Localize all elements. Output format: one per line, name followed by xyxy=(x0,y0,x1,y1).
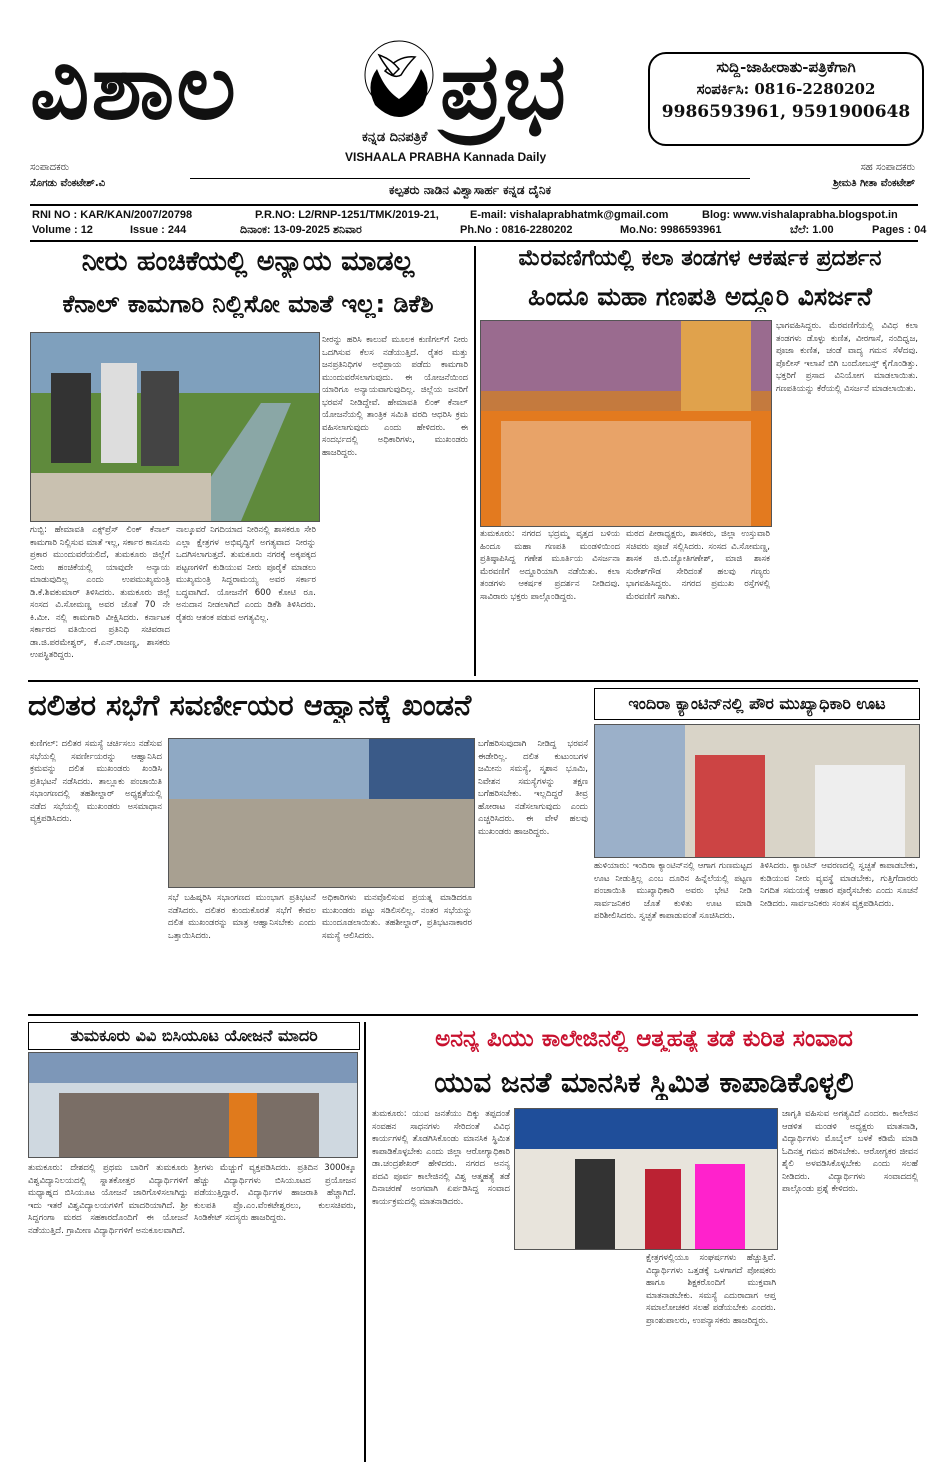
story1-headline1: ನೀರು ಹಂಚಿಕೆಯಲ್ಲಿ ಅನ್ಯಾಯ ಮಾಡಲ್ಲ xyxy=(81,246,415,277)
editor-block xyxy=(30,160,105,192)
story2-col2: ಮಠದ ಪೀಠಾಧ್ಯಕ್ಷರು, ಶಾಸಕರು, ಜಿಲ್ಲಾ ಉಸ್ತುವಾರಿ ಸಚಿವರು ಪೂಜೆ ಸಲ್ಲಿಸಿದರು. ಸಂಸದ ವಿ.ಸೋಮಣ್ಣ, ಶಾಸಕ ಜಿ.ಬಿ.ಜ್ಯೋತಿಗಣೇಶ್, ಮಾಜಿ ಶಾಸಕ ಸುರೇಶ್‌ಗೌಡ ಸೇರಿದಂತೆ ಹಲವು ಗಣ್ಯರು ಭಾಗವಹಿಸಿದ್ದರು. ನಗರದ ಪ್ರಮುಖ ರಸ್ತೆಗಳಲ್ಲಿ ಮೆರವಣಿಗೆ ಸಾಗಿತು. xyxy=(626,529,770,602)
tagline: ಕಲ್ಪತರು ನಾಡಿನ ವಿಶ್ವಾಸಾರ್ಹ ಕನ್ನಡ ದೈನಿಕ xyxy=(190,178,750,198)
story4-headline: ಇಂದಿರಾ ಕ್ಯಾಂಟಿನ್‌ನಲ್ಲಿ ಪೌರ ಮುಖ್ಯಾಧಿಕಾರಿ ಊಟ xyxy=(628,694,886,713)
story1-headline2: ಕೆನಾಲ್ ಕಾಮಗಾರಿ ನಿಲ್ಲಿಸೋ ಮಾತೆ ಇಲ್ಲ: ಡಿಕೆಶಿ xyxy=(62,290,434,318)
column-divider-2 xyxy=(364,1022,366,1462)
issue-date: ದಿನಾಂಕ: 13-09-2025 ಶನಿವಾರ xyxy=(240,224,362,236)
story2-col3: ಭಾಗವಹಿಸಿದ್ದರು. ಮೆರವಣಿಗೆಯಲ್ಲಿ ವಿವಿಧ ಕಲಾ ತಂಡಗಳು ಡೊಳ್ಳು ಕುಣಿತ, ವೀರಗಾಸೆ, ನಂದಿಧ್ವಜ, ಪೂಜಾ ಕುಣಿತ, ಚಂಡೆ ವಾದ್ಯ ಗಮನ ಸೆಳೆದವು. ಪೊಲೀಸ್ ಇಲಾಖೆ ಬಿಗಿ ಬಂದೋಬಸ್ತ್ ಕೈಗೊಂಡಿತ್ತು. ಭಕ್ತರಿಗೆ ಪ್ರಸಾದ ವಿನಿಯೋಗ ಮಾಡಲಾಯಿತು. ಗಣಪತಿಯನ್ನು ಕೆರೆಯಲ್ಲಿ ವಿಸರ್ಜನೆ ಮಾಡಲಾಯಿತು. xyxy=(776,321,918,394)
editor-role: ಸಂಪಾದಕರು xyxy=(30,162,70,173)
coeditor-block xyxy=(780,160,915,192)
info-bar xyxy=(30,204,927,242)
story4-col2: ತಿಳಿಸಿದರು. ಕ್ಯಾಂಟಿನ್ ಆವರಣದಲ್ಲಿ ಸ್ವಚ್ಛತೆ ಕಾಪಾಡಬೇಕು, ಕುಡಿಯುವ ನೀರು ವ್ಯವಸ್ಥೆ ಮಾಡಬೇಕು, ಗುತ್ತಿಗೆದಾರರು ನಿಗದಿತ ಸಮಯಕ್ಕೆ ಆಹಾರ ಪೂರೈಸಬೇಕು ಎಂದು ಸೂಚನೆ ನೀಡಿದರು. ಸಾರ್ವಜನಿಕರು ಸಂತಸ ವ್ಯಕ್ತಪಡಿಸಿದರು. xyxy=(760,861,918,909)
story6-col3: ಜಾಗೃತಿ ವಹಿಸುವ ಅಗತ್ಯವಿದೆ ಎಂದರು. ಕಾಲೇಜಿನ ಆಡಳಿತ ಮಂಡಳಿ ಅಧ್ಯಕ್ಷರು ಮಾತನಾಡಿ, ವಿದ್ಯಾರ್ಥಿಗಳು ಮೊಬೈಲ್ ಬಳಕೆ ಕಡಿಮೆ ಮಾಡಿ ಓದಿನತ್ತ ಗಮನ ಹರಿಸಬೇಕು. ಆರೋಗ್ಯಕರ ಜೀವನ ಶೈಲಿ ಅಳವಡಿಸಿಕೊಳ್ಳಬೇಕು ಎಂದು ಸಲಹೆ ನೀಡಿದರು. ವಿದ್ಯಾರ್ಥಿಗಳು ಸಂವಾದದಲ್ಲಿ ಪಾಲ್ಗೊಂಡು ಪ್ರಶ್ನೆ ಕೇಳಿದರು. xyxy=(782,1109,918,1194)
row-divider xyxy=(28,680,918,682)
story2-col1: ತುಮಕೂರು: ನಗರದ ಭದ್ರಮ್ಮ ವೃತ್ತದ ಬಳಿಯ ಹಿಂದೂ ಮಹಾ ಗಣಪತಿ ಮಂಡಳಿಯಿಂದ ಪ್ರತಿಷ್ಠಾಪಿಸಿದ್ದ ಗಣೇಶ ಮೂರ್ತಿಯ ವಿಸರ್ಜನಾ ಮೆರವಣಿಗೆ ಅದ್ದೂರಿಯಾಗಿ ನಡೆಯಿತು. ಕಲಾ ತಂಡಗಳು ಆಕರ್ಷಕ ಪ್ರದರ್ಶನ ನೀಡಿದವು. ಸಾವಿರಾರು ಭಕ್ತರು ಪಾಲ್ಗೊಂಡಿದ್ದರು. xyxy=(480,529,620,602)
coeditor-name: ಶ್ರೀಮತಿ ಗೀತಾ ವೆಂಕಟೇಶ್ xyxy=(832,178,915,189)
story6-col1: ತುಮಕೂರು: ಯುವ ಜನತೆಯು ದಿಕ್ಕು ತಪ್ಪದಂತೆ ಸಂವಹನ ಸಾಧನಗಳು ಸೇರಿದಂತೆ ವಿವಿಧ ಕಾರ್ಯಗಳಲ್ಲಿ ತೊಡಗಿಸಿಕೊಂಡು ಮಾನಸಿಕ ಸ್ಥಿಮಿತ ಕಾಪಾಡಿಕೊಳ್ಳಬೇಕು ಎಂದು ಜಿಲ್ಲಾ ಆರೋಗ್ಯಾಧಿಕಾರಿ ಡಾ.ಚಂದ್ರಶೇಖರ್ ಹೇಳಿದರು. ನಗರದ ಅನನ್ಯ ಪದವಿ ಪೂರ್ವ ಕಾಲೇಜಿನಲ್ಲಿ ವಿಶ್ವ ಆತ್ಮಹತ್ಯೆ ತಡೆ ದಿನಾಚರಣೆ ಅಂಗವಾಗಿ ಏರ್ಪಡಿಸಿದ್ದ ಸಂವಾದ ಕಾರ್ಯಕ್ರಮದಲ್ಲಿ ಮಾತನಾಡಿದರು. xyxy=(372,1109,510,1207)
pr-number: P.R.NO: L2/RNP-1251/TMK/2019-21, xyxy=(255,209,439,221)
story1-col3b xyxy=(322,524,468,674)
masthead-subtitle-english: VISHAALA PRABHA Kannada Daily xyxy=(345,150,547,164)
story3-photo xyxy=(168,738,475,888)
masthead-title-part2: ಪ್ರಭ xyxy=(440,32,566,140)
masthead-title-part1: ವಿಶಾಲ xyxy=(30,32,238,140)
story1-col2: ನಾಲ್ಕೂವರೆ ನಿಗದಿಯಾದ ನೀರಿನಲ್ಲಿ ಶಾಸಕರೂ ಸೇರಿ ಎಲ್ಲಾ ಕ್ಷೇತ್ರಗಳ ಅಭಿವೃದ್ಧಿಗೆ ಅಗತ್ಯವಾದ ನೀರನ್ನು ಒದಗಿಸಲಾಗುತ್ತದೆ. ತುಮಕೂರು ನಗರಕ್ಕೆ ಅಕ್ಕಪಕ್ಕದ ಪಟ್ಟಣಗಳಿಗೆ ಕುಡಿಯುವ ನೀರು ಪೂರೈಕೆ ಮಾಡಲು ಮುಖ್ಯಮಂತ್ರಿ ಸಿದ್ದರಾಮಯ್ಯ ಅವರ ಸರ್ಕಾರ ಬದ್ಧವಾಗಿದೆ. ಯೋಜನೆಗೆ 600 ಕೋಟಿ ರೂ. ಅನುದಾನ ನೀಡಲಾಗಿದೆ ಎಂದು ಡಿಕೆಶಿ ತಿಳಿಸಿದರು. ರೈತರು ಆತಂಕ ಪಡುವ ಅಗತ್ಯವಿಲ್ಲ. xyxy=(176,525,316,623)
coeditor-role: ಸಹ ಸಂಪಾದಕರು xyxy=(860,162,915,173)
email[interactable]: E-mail: vishalaprabhatmk@gmail.com xyxy=(470,209,669,221)
story5-col1: ತುಮಕೂರು: ದೇಶದಲ್ಲಿ ಪ್ರಥಮ ಬಾರಿಗೆ ತುಮಕೂರು ವಿಶ್ವವಿದ್ಯಾನಿಲಯದಲ್ಲಿ ಸ್ನಾತಕೋತ್ತರ ವಿದ್ಯಾರ್ಥಿಗಳಿಗೆ ಮಧ್ಯಾಹ್ನದ ಬಿಸಿಯೂಟ ಯೋಜನೆ ಜಾರಿಗೊಳಿಸಲಾಗಿದ್ದು ಇದು ಇತರೆ ವಿಶ್ವವಿದ್ಯಾಲಯಗಳಿಗೆ ಮಾದರಿಯಾಗಿದೆ. ಶ್ರೀ ಸಿದ್ದಗಂಗಾ ಮಠದ ಸಹಕಾರದೊಂದಿಗೆ ಈ ಯೋಜನೆ ನಡೆಯುತ್ತಿದೆ. ಗ್ರಾಮೀಣ ವಿದ್ಯಾರ್ಥಿಗಳಿಗೆ ಅನುಕೂಲವಾಗಿದೆ. xyxy=(28,1163,188,1236)
dove-logo-icon xyxy=(355,35,443,135)
price: ಬೆಲೆ: 1.00 xyxy=(790,224,834,236)
story6-col2a xyxy=(514,1252,640,1460)
contact-line2: ಸಂಪರ್ಕಿಸಿ: 0816-2280202 xyxy=(696,80,876,98)
phone: Ph.No : 0816-2280202 xyxy=(460,224,573,236)
story6-headline1: ಅನನ್ಯ ಪಿಯು ಕಾಲೇಜಿನಲ್ಲಿ ಆತ್ಮಹತ್ಯೆ ತಡೆ ಕುರಿತ ಸಂವಾದ xyxy=(435,1026,853,1052)
story5-headline: ತುಮಕೂರು ವಿವಿ ಬಿಸಿಯೂಟ ಯೋಜನೆ ಮಾದರಿ xyxy=(70,1026,318,1045)
story2-photo xyxy=(480,320,772,527)
story3-col1: ಕುಣಿಗಲ್: ದಲಿತರ ಸಮಸ್ಯೆ ಚರ್ಚಿಸಲು ನಡೆಸುವ ಸಭೆಯಲ್ಲಿ ಸವರ್ಣೀಯರನ್ನು ಆಹ್ವಾನಿಸಿದ ಕ್ರಮವನ್ನು ದಲಿತ ಮುಖಂಡರು ಖಂಡಿಸಿ ಪ್ರತಿಭಟನೆ ನಡೆಸಿದರು. ತಾಲ್ಲೂಕು ಪಂಚಾಯಿತಿ ಸಭಾಂಗಣದಲ್ಲಿ ತಹಶೀಲ್ದಾರ್ ಅಧ್ಯಕ್ಷತೆಯಲ್ಲಿ ನಡೆದ ಸಭೆಯಲ್ಲಿ ಮುಖಂಡರು ಅಸಮಾಧಾನ ವ್ಯಕ್ತಪಡಿಸಿದರು. xyxy=(30,739,162,824)
story1-photo xyxy=(30,332,320,522)
story4-headline-box xyxy=(594,688,920,720)
story5-col2: ಶ್ರೀಗಳು ಮೆಚ್ಚುಗೆ ವ್ಯಕ್ತಪಡಿಸಿದರು. ಪ್ರತಿದಿನ 3000ಕ್ಕೂ ಹೆಚ್ಚು ವಿದ್ಯಾರ್ಥಿಗಳು ಬಿಸಿಯೂಟದ ಪ್ರಯೋಜನ ಪಡೆಯುತ್ತಿದ್ದಾರೆ. ವಿದ್ಯಾರ್ಥಿಗಳ ಹಾಜರಾತಿ ಹೆಚ್ಚಾಗಿದೆ. ಕುಲಪತಿ ಪ್ರೊ.ಎಂ.ವೆಂಕಟೇಶ್ವರಲು, ಕುಲಸಚಿವರು, ಸಿಂಡಿಕೇಟ್ ಸದಸ್ಯರು ಹಾಜರಿದ್ದರು. xyxy=(194,1163,356,1223)
contact-box xyxy=(648,52,924,146)
story6-headline2: ಯುವ ಜನತೆ ಮಾನಸಿಕ ಸ್ಥಿಮಿತ ಕಾಪಾಡಿಕೊಳ್ಳಲಿ xyxy=(434,1066,854,1099)
volume: Volume : 12 xyxy=(32,224,93,236)
story3-headline: ದಲಿತರ ಸಭೆಗೆ ಸವರ್ಣೀಯರ ಆಹ್ವಾನಕ್ಕೆ ಖಂಡನೆ xyxy=(28,688,472,722)
story3-col3: ಅಧಿಕಾರಿಗಳು ಮನವೊಲಿಸುವ ಪ್ರಯತ್ನ ಮಾಡಿದರೂ ಮುಖಂಡರು ಪಟ್ಟು ಸಡಿಲಿಸಲಿಲ್ಲ. ನಂತರ ಸಭೆಯನ್ನು ಮುಂದೂಡಲಾಯಿತು. ತಹಶೀಲ್ದಾರ್, ಪ್ರತಿಭಟನಾಕಾರರ ಸಮಸ್ಯೆ ಆಲಿಸಿದರು. xyxy=(322,893,472,941)
masthead-subtitle-kannada: ಕನ್ನಡ ದಿನಪತ್ರಿಕೆ xyxy=(362,130,428,145)
story6-col2: ಕ್ಷೇತ್ರಗಳಲ್ಲಿಯೂ ಸಂಘರ್ಷಗಳು ಹೆಚ್ಚುತ್ತಿವೆ. ವಿದ್ಯಾರ್ಥಿಗಳು ಒತ್ತಡಕ್ಕೆ ಒಳಗಾಗದೆ ಪೋಷಕರು ಹಾಗೂ ಶಿಕ್ಷಕರೊಂದಿಗೆ ಮುಕ್ತವಾಗಿ ಮಾತನಾಡಬೇಕು. ಸಮಸ್ಯೆ ಎದುರಾದಾಗ ಆಪ್ತ ಸಮಾಲೋಚಕರ ಸಲಹೆ ಪಡೆಯಬೇಕು ಎಂದರು. ಪ್ರಾಂಶುಪಾಲರು, ಉಪನ್ಯಾಸಕರು ಹಾಜರಿದ್ದರು. xyxy=(646,1253,776,1326)
editor-name: ಸೊಗಡು ವೆಂಕಟೇಶ್.ವಿ xyxy=(30,178,106,189)
story2-headline2: ಹಿಂದೂ ಮಹಾ ಗಣಪತಿ ಅದ್ದೂರಿ ವಿಸರ್ಜನೆ xyxy=(528,282,872,311)
blog[interactable]: Blog: www.vishalaprabha.blogspot.in xyxy=(702,209,898,221)
story5-photo xyxy=(28,1052,358,1158)
story2-headline1: ಮೆರವಣಿಗೆಯಲ್ಲಿ ಕಲಾ ತಂಡಗಳ ಆಕರ್ಷಕ ಪ್ರದರ್ಶನ xyxy=(518,246,882,271)
story4-photo xyxy=(594,724,920,858)
pages: Pages : 04 xyxy=(872,224,927,236)
story3-col2: ಸಭೆ ಬಹಿಷ್ಕರಿಸಿ ಸಭಾಂಗಣದ ಮುಂಭಾಗ ಪ್ರತಿಭಟನೆ ನಡೆಸಿದರು. ದಲಿತರ ಕುಂದುಕೊರತೆ ಸಭೆಗೆ ಕೇವಲ ದಲಿತ ಮುಖಂಡರನ್ನು ಮಾತ್ರ ಆಹ್ವಾನಿಸಬೇಕು ಎಂದು ಒತ್ತಾಯಿಸಿದರು. xyxy=(168,893,316,941)
contact-line1: ಸುದ್ದಿ-ಜಾಹೀರಾತು-ಪತ್ರಿಕೆಗಾಗಿ xyxy=(716,58,856,76)
story6-photo xyxy=(514,1108,778,1250)
story1-col3: ನೀರನ್ನು ಹರಿಸಿ ಕಾಲುವೆ ಮೂಲಕ ಕುಣಿಗಲ್‌ಗೆ ನೀರು ಒದಗಿಸುವ ಕೆಲಸ ನಡೆಯುತ್ತಿದೆ. ರೈತರ ಮತ್ತು ಜನಪ್ರತಿನಿಧಿಗಳ ಅಭಿಪ್ರಾಯ ಪಡೆದು ಕಾಮಗಾರಿ ಮುಂದುವರೆಸಲಾಗುವುದು. ಈ ಯೋಜನೆಯಿಂದ ಯಾರಿಗೂ ಅನ್ಯಾಯವಾಗುವುದಿಲ್ಲ. ಜಿಲ್ಲೆಯ ಜನರಿಗೆ ಭರವಸೆ ನೀಡಿದ್ದೇವೆ. ಹೇಮಾವತಿ ಲಿಂಕ್ ಕೆನಾಲ್ ಯೋಜನೆಯಲ್ಲಿ ತಾಂತ್ರಿಕ ಸಮಿತಿ ವರದಿ ಆಧರಿಸಿ ಕ್ರಮ ವಹಿಸಲಾಗುವುದು ಎಂದು ಹೇಳಿದರು. ಈ ಸಂದರ್ಭದಲ್ಲಿ ಅಧಿಕಾರಿಗಳು, ಮುಖಂಡರು ಹಾಜರಿದ್ದರು. xyxy=(322,335,468,458)
story1-col1: ಗುಬ್ಬಿ: ಹೇಮಾವತಿ ಎಕ್ಸ್‌ಪ್ರೆಸ್ ಲಿಂಕ್ ಕೆನಾಲ್ ಕಾಮಗಾರಿ ನಿಲ್ಲಿಸುವ ಮಾತೆ ಇಲ್ಲ, ಸರ್ಕಾರ ಕಾನೂನು ಪ್ರಕಾರ ಮುಂದುವರೆಯಲಿದೆ, ತುಮಕೂರು ಜಿಲ್ಲೆಗೆ ನೀರು ಹಂಚಿಕೆಯಲ್ಲಿ ಯಾವುದೇ ಅನ್ಯಾಯ ಮಾಡುವುದಿಲ್ಲ ಎಂದು ಉಪಮುಖ್ಯಮಂತ್ರಿ ಡಿ.ಕೆ.ಶಿವಕುಮಾರ್ ತಿಳಿಸಿದರು. ತುಮಕೂರು ಜಿಲ್ಲೆ ಸಂಸದ ವಿ.ಸೋಮಣ್ಣ ಅವರ ಜೊತೆ 70 ನೇ ಕಿ.ಮೀ. ನಲ್ಲಿ ಕಾಮಗಾರಿ ವೀಕ್ಷಿಸಿದರು. ಕರ್ನಾಟಕ ಸರ್ಕಾರದ ವತಿಯಿಂದ ಪ್ರತಿನಿಧಿ ಸಚಿವರಾದ ಡಾ.ಜಿ.ಪರಮೇಶ್ವರ್, ಕೆ.ಎನ್.ರಾಜಣ್ಣ, ಶಾಸಕರು ಉಪಸ್ಥಿತರಿದ್ದರು. xyxy=(30,525,170,660)
row-divider-2 xyxy=(28,1014,918,1016)
column-divider xyxy=(474,246,476,676)
story3-col4: ಬಗೆಹರಿಸುವುದಾಗಿ ನೀಡಿದ್ದ ಭರವಸೆ ಈಡೇರಿಲ್ಲ. ದಲಿತ ಕುಟುಂಬಗಳ ಜಮೀನು ಸಮಸ್ಯೆ, ಸ್ಮಶಾನ ಭೂಮಿ, ನಿವೇಶನ ಸಮಸ್ಯೆಗಳನ್ನು ತಕ್ಷಣ ಬಗೆಹರಿಸಬೇಕು. ಇಲ್ಲದಿದ್ದರೆ ತೀವ್ರ ಹೋರಾಟ ನಡೆಸಲಾಗುವುದು ಎಂದು ಎಚ್ಚರಿಸಿದರು. ಈ ವೇಳೆ ಹಲವು ಮುಖಂಡರು ಹಾಜರಿದ್ದರು. xyxy=(478,739,588,837)
story4-col1: ಹುಳಿಯಾರು: ಇಂದಿರಾ ಕ್ಯಾಂಟಿನ್‌ನಲ್ಲಿ ಆಗಾಗ ಗುಣಮಟ್ಟದ ಊಟ ನೀಡುತ್ತಿಲ್ಲ ಎಂಬ ದೂರಿನ ಹಿನ್ನೆಲೆಯಲ್ಲಿ ಪಟ್ಟಣ ಪಂಚಾಯಿತಿ ಮುಖ್ಯಾಧಿಕಾರಿ ಅವರು ಭೇಟಿ ನೀಡಿ ಸಾರ್ವಜನಿಕರ ಜೊತೆ ಕುಳಿತು ಊಟ ಮಾಡಿ ಪರಿಶೀಲಿಸಿದರು. ಸ್ವಚ್ಛತೆ ಕಾಪಾಡುವಂತೆ ಸೂಚಿಸಿದರು. xyxy=(594,861,752,921)
mobile: Mo.No: 9986593961 xyxy=(620,224,722,236)
rni-number: RNI NO : KAR/KAN/2007/20798 xyxy=(32,209,193,221)
contact-line3: 9986593961, 9591900648 xyxy=(661,102,911,122)
issue: Issue : 244 xyxy=(130,224,187,236)
story5-headline-box xyxy=(28,1022,360,1050)
